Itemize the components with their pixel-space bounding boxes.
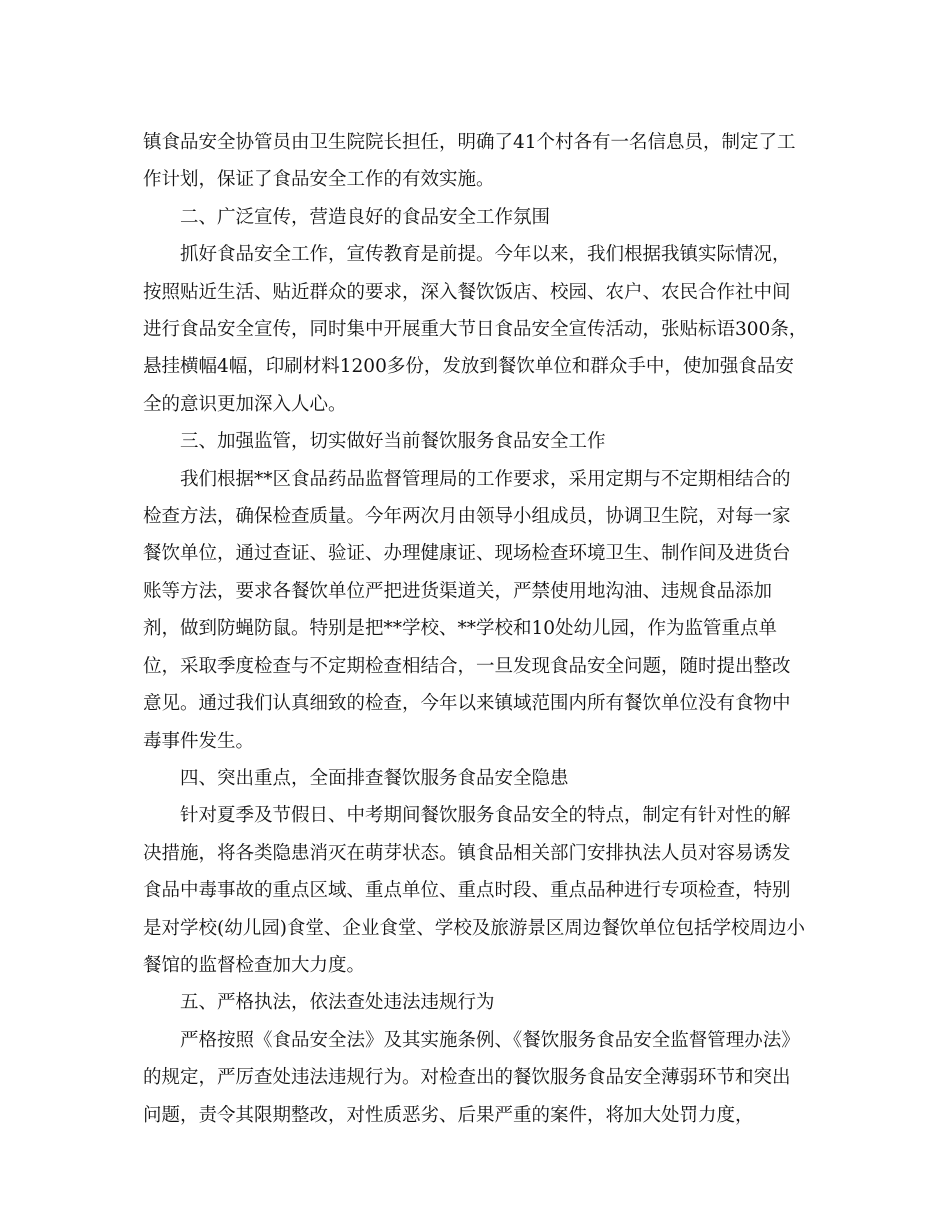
section-heading-5: 五、严格执法，依法查处违法违规行为 (180, 992, 495, 1014)
paragraph-enforcement: 严格按照《食品安全法》及其实施条例、《餐饮服务食品安全监督管理办法》的规定，严厉查处违法违规行为。对检查出的餐饮服务食品安全薄弱环节和突出问题，责令其限期整改，对性质恶劣、后果严重的案件，将加大处罚力度， (143, 1029, 800, 1126)
section-heading-3: 三、加强监管，切实做好当前餐饮服务食品安全工作 (180, 431, 606, 453)
paragraph-continuation: 镇食品安全协管员由卫生院院长担任，明确了41个村各有一名信息员，制定了工作计划，保证了食品安全工作的有效实施。 (143, 132, 796, 191)
paragraph-hazard-inspection: 针对夏季及节假日、中考期间餐饮服务食品安全的特点，制定有针对性的解决措施，将各类隐患消灭在萌芽状态。镇食品相关部门安排执法人员对容易诱发食品中毒事故的重点区域、重点单位、重点时段、重点品种进行专项检查，特别是对学校(幼儿园)食堂、企业食堂、学校及旅游景区周边餐饮单位包括学校周边小餐馆的监督检查加大力度。 (143, 805, 805, 976)
section-heading-2: 二、广泛宣传，营造良好的食品安全工作氛围 (180, 206, 551, 228)
section-heading-4: 四、突出重点，全面排查餐饮服务食品安全隐患 (180, 767, 569, 789)
paragraph-publicity: 抓好食品安全工作，宣传教育是前提。今年以来，我们根据我镇实际情况，按照贴近生活、贴近群众的要求，深入餐饮饭店、校园、农户、农民合作社中间进行食品安全宣传，同时集中开展重大节日食品安全宣传活动，张贴标语300条，悬挂横幅4幅，印刷材料1200多份，发放到餐饮单位和群众手中，使加强食品安全的意识更加深入人心。 (143, 244, 808, 415)
document-body (143, 124, 808, 1134)
paragraph-supervision: 我们根据**区食品药品监督管理局的工作要求，采用定期与不定期相结合的检查方法，确保检查质量。今年两次月由领导小组成员，协调卫生院，对每一家餐饮单位，通过查证、验证、办理健康证、现场检查环境卫生、制作间及进货台账等方法，要求各餐饮单位严把进货渠道关，严禁使用地沟油、违规食品添加剂，做到防蝇防鼠。特别是把**学校、**学校和10处幼儿园，作为监管重点单位，采取季度检查与不定期检查相结合，一旦发现食品安全问题，随时提出整改意见。通过我们认真细致的检查，今年以来镇域范围内所有餐饮单位没有食物中毒事件发生。 (143, 468, 791, 752)
